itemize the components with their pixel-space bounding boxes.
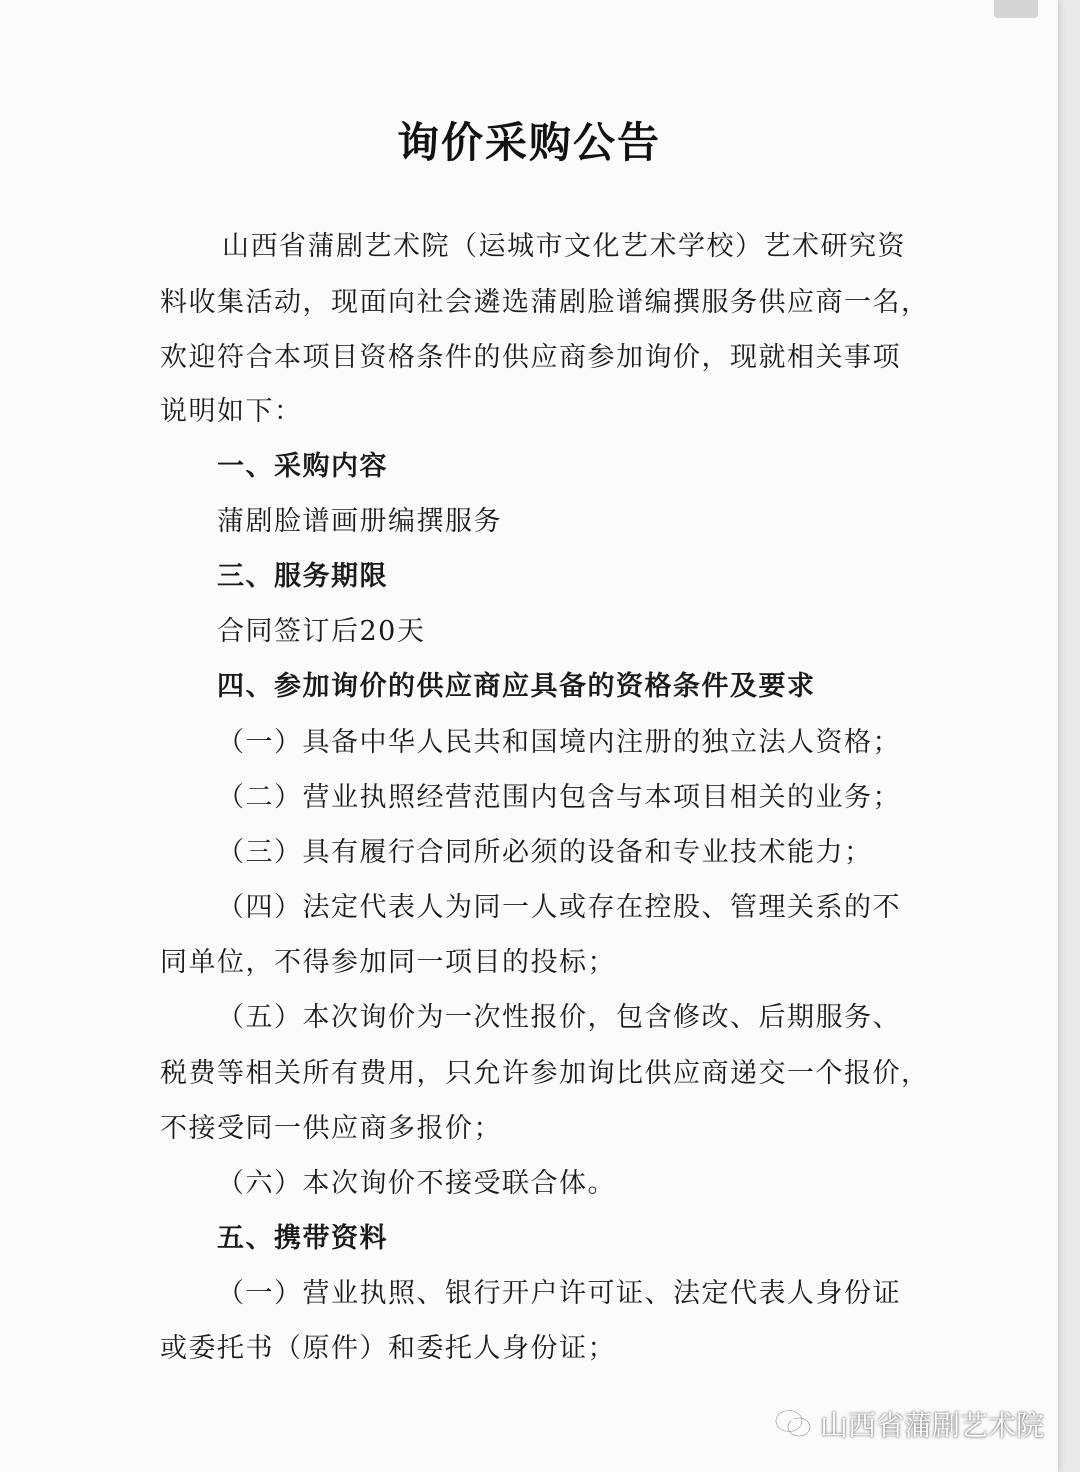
page-edge-mark (994, 0, 1038, 18)
purchase-content-text: 蒲剧脸谱画册编撰服务 (217, 506, 502, 537)
qualification-item-continued: 同单位，不得参加同一项目的投标； (160, 947, 616, 978)
intro-line: 料收集活动，现面向社会遴选蒲剧脸谱编撰服务供应商一名， (160, 287, 930, 318)
materials-item-continued: 或委托书（原件）和委托人身份证； (160, 1333, 616, 1364)
watermark-text: 山西省蒲剧艺术院 (819, 1409, 1044, 1442)
qualification-item: （五）本次询价为一次性报价，包含修改、后期服务、 (217, 1002, 901, 1033)
qualification-item: （三）具有履行合同所必须的设备和专业技术能力； (217, 837, 873, 868)
qualification-item-continued: 税费等相关所有费用，只允许参加询比供应商递交一个报价， (160, 1058, 930, 1089)
wechat-watermark (774, 1404, 1044, 1444)
qualification-item: （一）具备中华人民共和国境内注册的独立法人资格； (217, 727, 901, 758)
qualification-item: （六）本次询价不接受联合体。 (217, 1168, 616, 1199)
section-heading-service-period: 三、服务期限 (217, 561, 388, 592)
qualification-item: （二）营业执照经营范围内包含与本项目相关的业务； (217, 782, 901, 813)
section-heading-purchase-content: 一、采购内容 (217, 451, 388, 482)
wechat-icon (774, 1408, 812, 1440)
section-heading-qualifications: 四、参加询价的供应商应具备的资格条件及要求 (217, 671, 816, 702)
qualification-item: （四）法定代表人为同一人或存在控股、管理关系的不 (217, 892, 901, 923)
intro-line: 欢迎符合本项目资格条件的供应商参加询价，现就相关事项 (160, 342, 901, 373)
service-period-text: 合同签订后20天 (217, 616, 426, 647)
intro-line: 说明如下： (160, 396, 303, 427)
section-heading-materials: 五、携带资料 (217, 1223, 388, 1254)
page-title: 询价采购公告 (396, 118, 661, 167)
qualification-item-continued: 不接受同一供应商多报价； (160, 1113, 502, 1144)
intro-line: 山西省蒲剧艺术院（运城市文化艺术学校）艺术研究资 (222, 231, 906, 262)
materials-item: （一）营业执照、银行开户许可证、法定代表人身份证 (217, 1278, 901, 1309)
